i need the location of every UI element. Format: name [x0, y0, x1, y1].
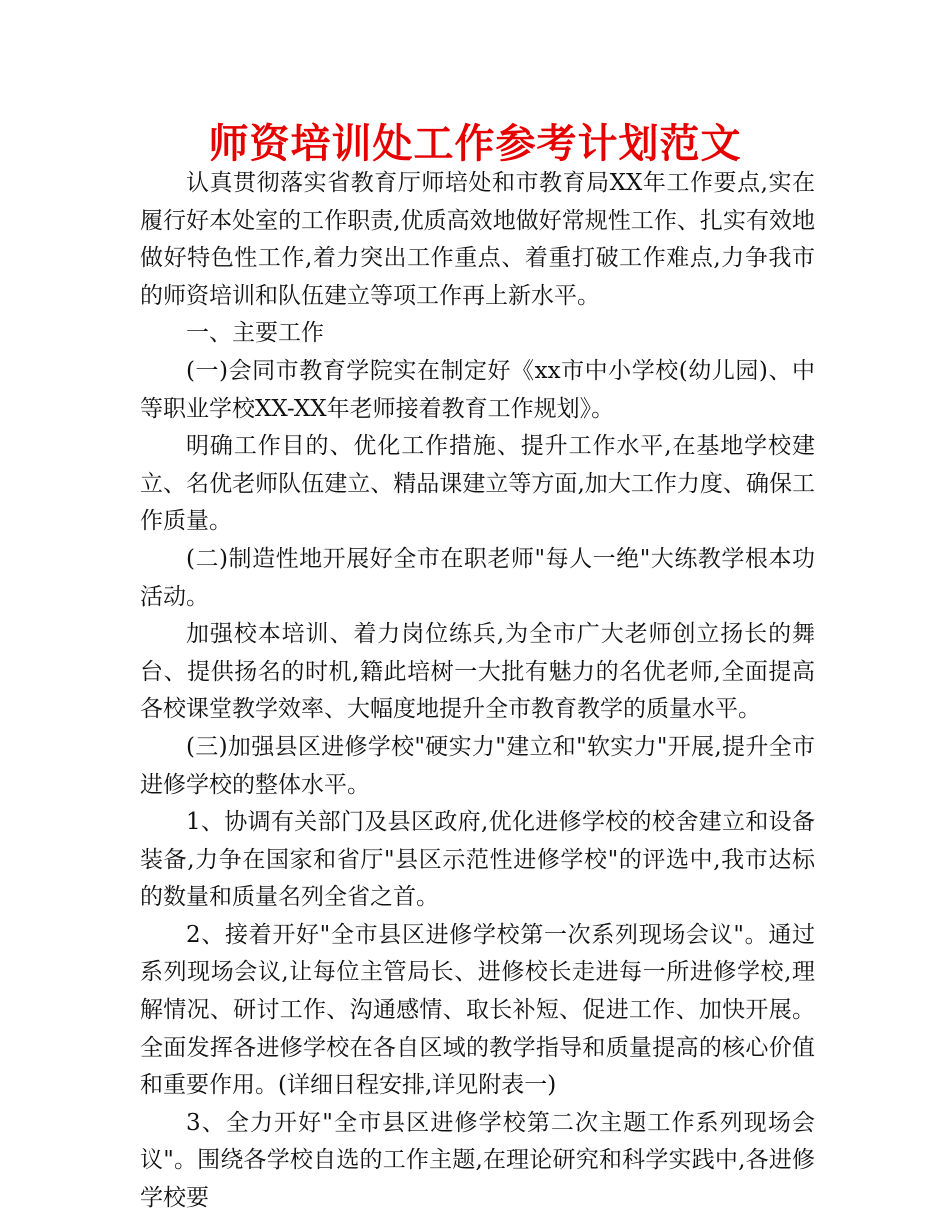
paragraph-item-3-point-2: 2、接着开好"全市县区进修学校第一次系列现场会议"。通过系列现场会议,让每位主管局长、进修校长走进每一所进修学校,理解情况、研讨工作、沟通感情、取长补短、促进工作、加快开展。全面发挥各进修学校在各自区域的教学指导和质量提高的核心价值和重要作用。(详细日程安排,详见附表一) [140, 921, 815, 1099]
document-body [140, 165, 815, 1218]
paragraph-item-2: (二)制造性地开展好全市在职老师"每人一绝"大练教学根本功活动。 [140, 545, 815, 610]
paragraph-item-3-point-1: 1、协调有关部门及县区政府,优化进修学校的校舍建立和设备装备,力争在国家和省厅"县区示范性进修学校"的评选中,我市达标的数量和质量名列全省之首。 [140, 809, 815, 911]
paragraph-item-3: (三)加强县区进修学校"硬实力"建立和"软实力"开展,提升全市进修学校的整体水平。 [140, 733, 815, 798]
paragraph-item-2-detail: 加强校本培训、着力岗位练兵,为全市广大老师创立扬长的舞台、提供扬名的时机,籍此培树一大批有魅力的名优老师,全面提高各校课堂教学效率、大幅度地提升全市教育教学的质量水平。 [140, 621, 815, 723]
paragraph-intro: 认真贯彻落实省教育厅师培处和市教育局XX年工作要点,实在履行好本处室的工作职责,优质高效地做好常规性工作、扎实有效地做好特色性工作,着力突出工作重点、着重打破工作难点,力争我市的师资培训和队伍建立等项工作再上新水平。 [140, 170, 815, 309]
paragraph-item-3-point-3: 3、全力开好"全市县区进修学校第二次主题工作系列现场会议"。围绕各学校自选的工作主题,在理论研究和科学实践中,各进修学校要 [140, 1109, 815, 1212]
section-heading-main-work: 一、主要工作 [186, 320, 324, 347]
document-title: 师资培训处工作参考计划范文 [208, 120, 742, 167]
paragraph-item-1-detail: 明确工作目的、优化工作措施、提升工作水平,在基地学校建立、名优老师队伍建立、精品课建立等方面,加大工作力度、确保工作质量。 [140, 433, 815, 535]
paragraph-item-1: (一)会同市教育学院实在制定好《xx市中小学校(幼儿园)、中等职业学校XX-XX年老师接着教育工作规划》。 [140, 357, 815, 422]
